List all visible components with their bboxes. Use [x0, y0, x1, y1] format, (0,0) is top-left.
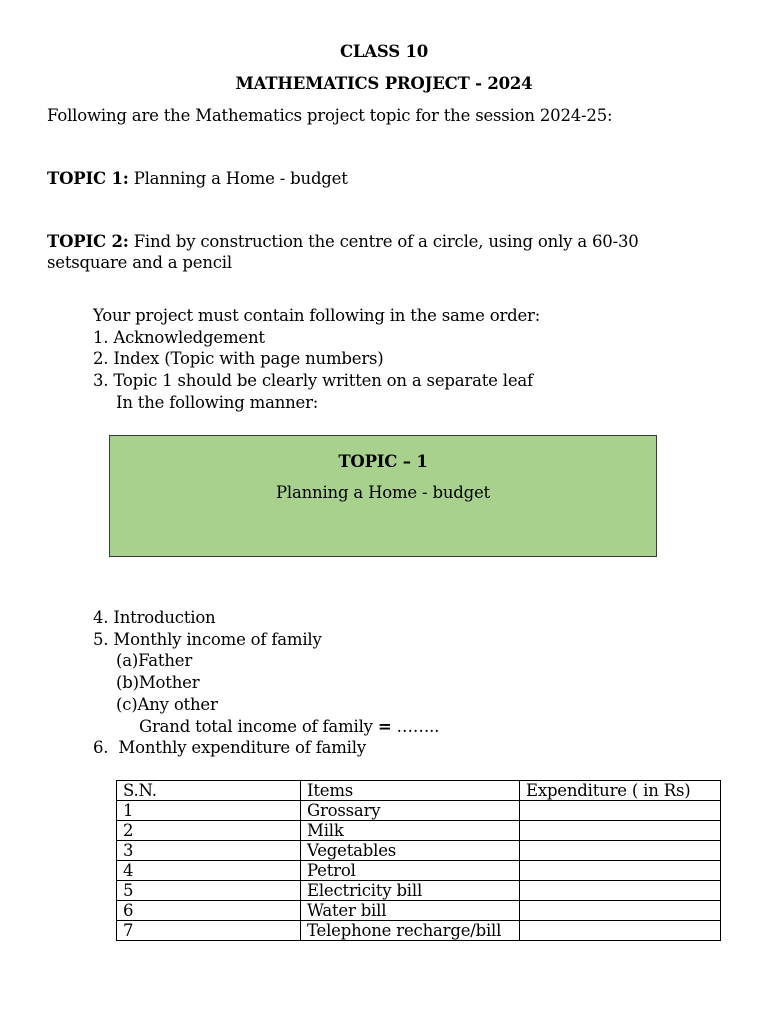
class-title: CLASS 10 [339, 42, 429, 61]
sub-marker: (a) [116, 651, 139, 670]
header-sn: S.N. [117, 781, 301, 801]
topic-box [109, 435, 657, 557]
income-sub-a [116, 651, 192, 670]
table-row [117, 921, 721, 941]
cell-expenditure [520, 881, 721, 901]
cell-sn: 6 [117, 901, 301, 921]
header-expenditure: Expenditure ( in Rs) [520, 781, 721, 801]
table-row [117, 821, 721, 841]
expenditure-table [116, 780, 721, 941]
cell-sn: 3 [117, 841, 301, 861]
topic1-label: TOPIC 1: [47, 169, 129, 188]
cell-item: Water bill [301, 901, 520, 921]
cell-sn: 7 [117, 921, 301, 941]
section-monthly-expenditure: 6. Monthly expenditure of family [93, 738, 366, 757]
instruction-item: 1. Acknowledgement [93, 328, 265, 347]
cell-expenditure [520, 861, 721, 881]
instruction-item: 3. Topic 1 should be clearly written on a separate leaf [93, 371, 533, 390]
cell-sn: 5 [117, 881, 301, 901]
sub-label: Any other [137, 695, 218, 714]
topic2-line1 [47, 232, 639, 251]
table-row [117, 901, 721, 921]
instruction-item: 2. Index (Topic with page numbers) [93, 349, 384, 368]
table-row [117, 861, 721, 881]
topic2-text-line1: Find by construction the centre of a circle, using only a 60-30 [133, 232, 639, 251]
grand-total-line [139, 717, 439, 736]
cell-expenditure [520, 841, 721, 861]
cell-sn: 2 [117, 821, 301, 841]
table-header-row [117, 781, 721, 801]
section-introduction: 4. Introduction [93, 608, 216, 627]
cell-expenditure [520, 821, 721, 841]
cell-item: Petrol [301, 861, 520, 881]
cell-expenditure [520, 901, 721, 921]
grand-total-label: Grand total income of family [139, 717, 373, 736]
topic-box-title: TOPIC – 1 [338, 452, 428, 471]
sub-marker: (b) [116, 673, 139, 692]
cell-item: Grossary [301, 801, 520, 821]
cell-item: Vegetables [301, 841, 520, 861]
topic-box-subtitle: Planning a Home - budget [276, 483, 490, 502]
table-row [117, 841, 721, 861]
cell-sn: 4 [117, 861, 301, 881]
cell-item: Electricity bill [301, 881, 520, 901]
instruction-manner: In the following manner: [116, 393, 319, 412]
cell-expenditure [520, 921, 721, 941]
income-sub-b [116, 673, 199, 692]
section-monthly-income: 5. Monthly income of family [93, 630, 322, 649]
cell-item: Telephone recharge/bill [301, 921, 520, 941]
topic2-text-line2: setsquare and a pencil [47, 253, 232, 272]
table-row [117, 881, 721, 901]
instructions-heading: Your project must contain following in the same order: [93, 306, 541, 325]
intro-text: Following are the Mathematics project topic for the session 2024-25: [47, 106, 613, 125]
table-row [117, 801, 721, 821]
cell-item: Milk [301, 821, 520, 841]
sub-label: Mother [138, 673, 200, 692]
sub-marker: (c) [116, 695, 138, 714]
grand-total-equals: = [377, 717, 392, 736]
project-title: MATHEMATICS PROJECT - 2024 [235, 74, 533, 93]
grand-total-dots: …….. [391, 717, 440, 736]
cell-expenditure [520, 801, 721, 821]
topic2-label: TOPIC 2: [47, 232, 129, 251]
header-items: Items [301, 781, 520, 801]
cell-sn: 1 [117, 801, 301, 821]
topic1-line [47, 169, 348, 188]
sub-label: Father [138, 651, 193, 670]
income-sub-c [116, 695, 218, 714]
topic1-text: Planning a Home - budget [133, 169, 348, 188]
